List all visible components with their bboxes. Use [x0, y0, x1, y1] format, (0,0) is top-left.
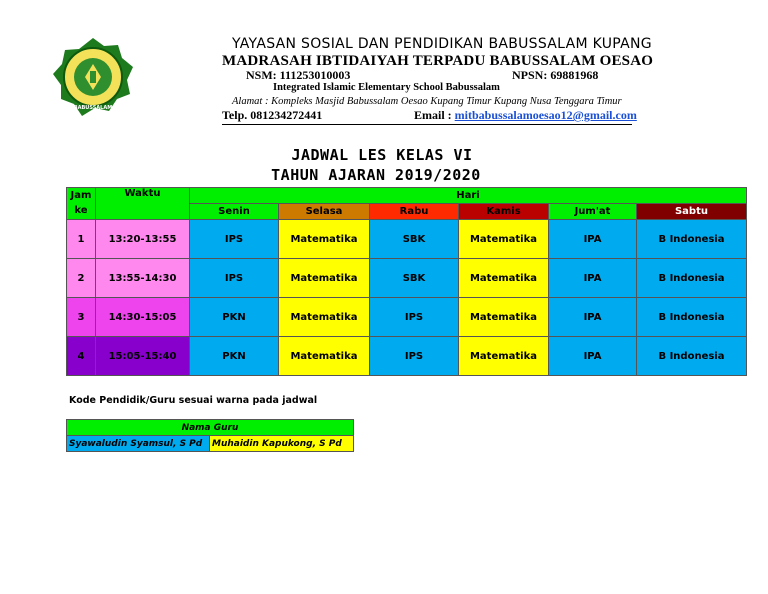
- email-label: Email :: [414, 108, 455, 122]
- subject-cell: IPS: [370, 337, 459, 376]
- day-header-kamis: Kamis: [459, 204, 549, 220]
- school-logo: [52, 37, 134, 119]
- header-hari: Hari: [190, 188, 747, 204]
- legend-note: Kode Pendidik/Guru sesuai warna pada jadwal: [69, 395, 318, 406]
- jam-cell: 4: [67, 337, 96, 376]
- nsm-number: NSM: 111253010003: [246, 68, 351, 82]
- subject-cell: IPA: [549, 298, 637, 337]
- day-header-sabtu: Sabtu: [637, 204, 747, 220]
- subject-cell: SBK: [370, 220, 459, 259]
- jam-cell: 2: [67, 259, 96, 298]
- telephone: Telp. 081234272441: [222, 108, 323, 122]
- subject-cell: Matematika: [279, 259, 370, 298]
- schedule-title: JADWAL LES KELAS VI: [291, 146, 473, 164]
- jam-cell: 1: [67, 220, 96, 259]
- subject-cell: B Indonesia: [637, 220, 747, 259]
- waktu-cell: 13:20-13:55: [96, 220, 190, 259]
- subject-cell: IPS: [370, 298, 459, 337]
- subject-cell: IPA: [549, 337, 637, 376]
- english-name: Integrated Islamic Elementary School Babussalam: [273, 82, 500, 93]
- day-header-selasa: Selasa: [279, 204, 370, 220]
- waktu-cell: 14:30-15:05: [96, 298, 190, 337]
- jam-cell: 3: [67, 298, 96, 337]
- table-row: [67, 337, 747, 376]
- subject-cell: B Indonesia: [637, 259, 747, 298]
- day-header-senin: Senin: [190, 204, 279, 220]
- subject-cell: B Indonesia: [637, 298, 747, 337]
- table-row: [67, 220, 747, 259]
- teacher-yellow: Muhaidin Kapukong, S Pd: [210, 436, 354, 452]
- email-link[interactable]: mitbabussalamoesao12@gmail.com: [454, 108, 637, 122]
- email-line: [414, 108, 768, 123]
- subject-cell: Matematika: [279, 220, 370, 259]
- subject-cell: Matematika: [279, 298, 370, 337]
- academic-year-title: TAHUN AJARAN 2019/2020: [271, 166, 481, 184]
- subject-cell: IPS: [190, 220, 279, 259]
- logo-text: BABUSSALAM: [73, 105, 113, 111]
- day-header-rabu: Rabu: [370, 204, 459, 220]
- school-address: Alamat : Kompleks Masjid Babussalam Oesao Kupang Timur Kupang Nusa Tenggara Timur: [232, 96, 622, 107]
- subject-cell: SBK: [370, 259, 459, 298]
- header-jam: Jam ke: [67, 188, 96, 220]
- header-waktu: Waktu: [96, 188, 190, 220]
- foundation-name: YAYASAN SOSIAL DAN PENDIDIKAN BABUSSALAM KUPANG: [232, 36, 652, 52]
- subject-cell: Matematika: [459, 259, 549, 298]
- table-row: [67, 259, 747, 298]
- subject-cell: B Indonesia: [637, 337, 747, 376]
- subject-cell: IPA: [549, 220, 637, 259]
- madrasah-name: MADRASAH IBTIDAIYAH TERPADU BABUSSALAM OESAO: [222, 53, 654, 69]
- subject-cell: PKN: [190, 298, 279, 337]
- teacher-blue: Syawaludin Syamsul, S Pd: [67, 436, 210, 452]
- subject-cell: Matematika: [279, 337, 370, 376]
- subject-cell: Matematika: [459, 298, 549, 337]
- subject-cell: Matematika: [459, 220, 549, 259]
- day-header-jumat: Jum'at: [549, 204, 637, 220]
- npsn-number: NPSN: 69881968: [512, 68, 599, 82]
- subject-cell: Matematika: [459, 337, 549, 376]
- subject-cell: IPS: [190, 259, 279, 298]
- teacher-legend: [66, 419, 354, 452]
- legend-header: Nama Guru: [67, 420, 354, 436]
- table-row: [67, 298, 747, 337]
- subject-cell: PKN: [190, 337, 279, 376]
- schedule-table: [66, 187, 747, 376]
- waktu-cell: 13:55-14:30: [96, 259, 190, 298]
- subject-cell: IPA: [549, 259, 637, 298]
- header-divider: [222, 124, 632, 125]
- waktu-cell: 15:05-15:40: [96, 337, 190, 376]
